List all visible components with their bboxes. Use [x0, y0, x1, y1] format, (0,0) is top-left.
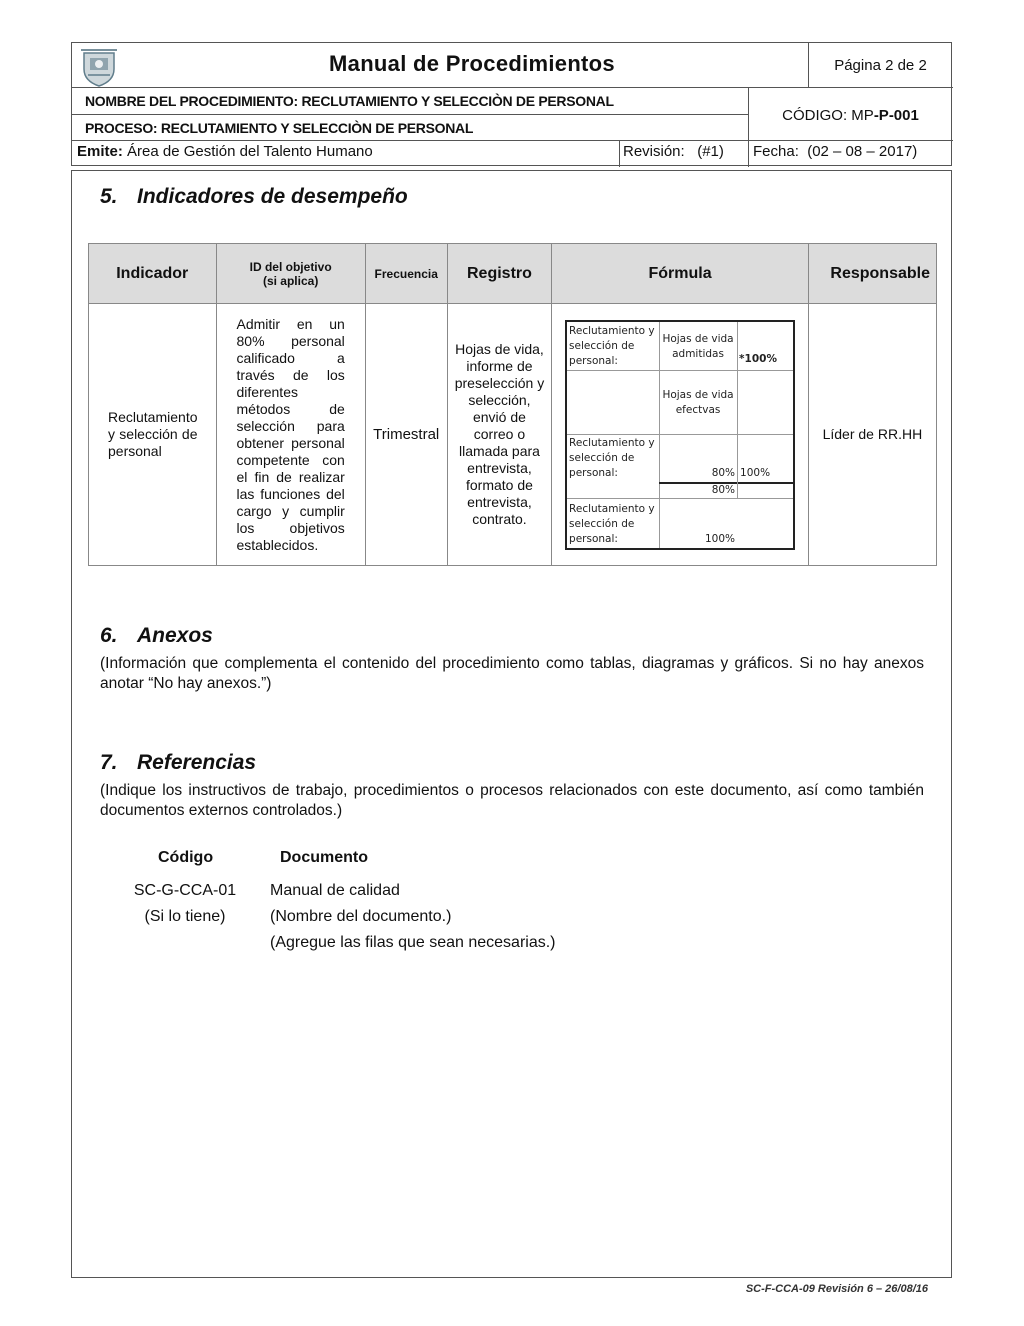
section-6-heading: 6. Anexos — [100, 624, 213, 647]
references-col-code: Código — [158, 849, 214, 866]
formula-value-100b: 100% — [705, 532, 736, 545]
header-indicador: Indicador — [89, 244, 217, 304]
references-col-doc: Documento — [280, 849, 368, 866]
reference-code-1: SC-G-CCA-01 — [133, 882, 237, 899]
cell-registro: Hojas de vida, informe de preselección y selección, envió de correo o llamada para entrevista, formato de entrevista, contrato. — [447, 304, 552, 566]
formula-image — [565, 320, 795, 550]
page-number: Página 2 de 2 — [834, 57, 927, 74]
reference-doc-3: (Agregue las filas que sean necesarias.) — [270, 934, 556, 951]
section-7-heading: 7. Referencias — [100, 751, 257, 774]
form-footer-code: SC-F-CCA-09 Revisión 6 – 26/08/16 — [745, 1283, 928, 1295]
formula-value-80b: 80% — [711, 483, 736, 496]
formula-value-100a: 100% — [740, 466, 771, 479]
header-registro: Registro — [447, 244, 552, 304]
section-6-text: (Información que complementa el contenido del procedimiento como tablas, diagramas y gráficos. Si no hay anexos anotar “No hay anexos.”) — [100, 655, 924, 692]
reference-doc-2: (Nombre del documento.) — [270, 908, 452, 925]
formula-times100: *100% — [739, 352, 777, 365]
header-formula: Fórmula — [552, 244, 808, 304]
document-code: CÓDIGO: MP-P-001 — [782, 107, 919, 124]
indicators-table — [88, 243, 937, 566]
cell-frecuencia: Trimestral — [365, 304, 447, 566]
procedure-name: NOMBRE DEL PROCEDIMIENTO: RECLUTAMIENTO Y SELECCIÒN DE PERSONAL — [85, 93, 614, 109]
process-name: PROCESO: RECLUTAMIENTO Y SELECCIÒN DE PERSONAL — [85, 120, 474, 136]
formula-label-b: Reclutamiento y selección de personal: — [569, 436, 655, 479]
emite-field: Emite: Área de Gestión del Talento Humano — [77, 143, 373, 160]
cell-formula — [552, 304, 808, 566]
manual-title: Manual de Procedimientos — [329, 51, 615, 76]
header-id-objetivo: ID del objetivo (si aplica) — [216, 244, 365, 304]
reference-doc-1: Manual de calidad — [270, 882, 400, 899]
formula-label-a: Reclutamiento y selección de personal: — [569, 324, 655, 367]
formula-denominator: Hojas de vida efectvas — [662, 388, 734, 416]
table-header-row — [89, 244, 937, 304]
cell-indicador: Reclutamiento y selección de personal — [89, 304, 217, 566]
section-7-text: (Indique los instructivos de trabajo, procedimientos o procesos relacionados con este documento, así como también documentos externos controlados.) — [100, 782, 924, 819]
formula-value-80a: 80% — [711, 466, 736, 479]
reference-code-2: (Si lo tiene) — [144, 908, 226, 925]
cell-id-objetivo: Admitir en un 80% personal calificado a través de los diferentes métodos de selección para obtener personal competente con el fin de realizar las funciones del cargo y cumplir los objetivos establecidos. — [216, 304, 365, 566]
formula-numerator: Hojas de vida admitidas — [662, 332, 734, 360]
header-responsable: Responsable — [808, 244, 936, 304]
header-frecuencia: Frecuencia — [365, 244, 447, 304]
document-header — [71, 42, 952, 166]
section-5-heading: 5. Indicadores de desempeño — [100, 185, 408, 208]
cell-responsable: Líder de RR.HH — [808, 304, 936, 566]
date-field: Fecha: (02 – 08 – 2017) — [753, 143, 918, 160]
revision-field: Revisión: (#1) — [623, 143, 724, 160]
table-row — [89, 304, 937, 566]
formula-label-c: Reclutamiento y selección de personal: — [569, 502, 655, 545]
